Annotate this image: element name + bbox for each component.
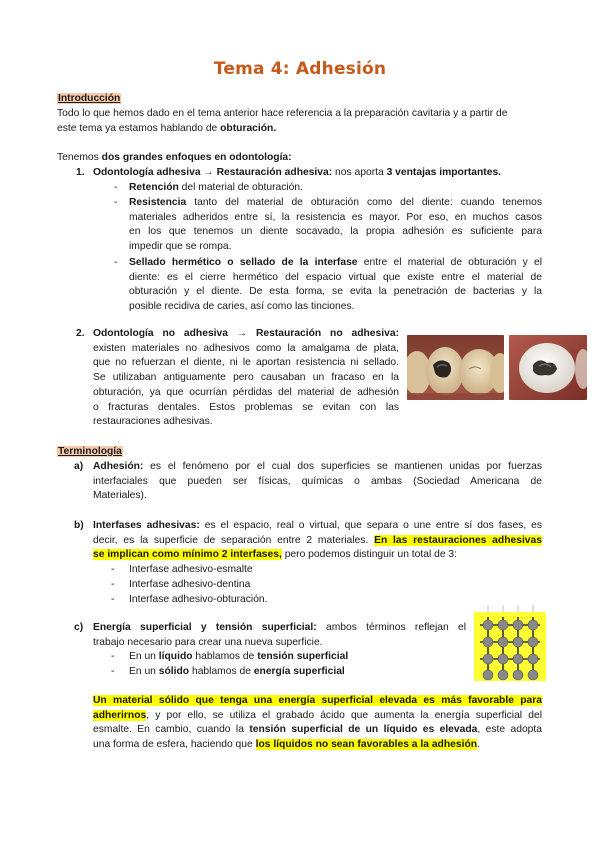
- closing-paragraph: Un material sólido que tenga una energía superficial elevada es más favorable para adherirnos, y por ello, se utiliza el grabado ácido que aumenta la energía superficial del esmalte. En cambio, cuando la tensión superficial de un líquido es elevada, este adopta una forma de esfera, haciendo que los líquidos no sean favorables a la adhesión.: [93, 695, 542, 751]
- teeth-amalgam-photo: [407, 335, 504, 400]
- dash-bullet: -: [111, 651, 115, 662]
- interfase-1: Interfase adhesivo-esmalte: [129, 564, 253, 575]
- tension-superficial-line: En un líquido hablamos de tensión superficial: [129, 651, 349, 662]
- item-2-text: Odontología no adhesiva → Restauración no adhesiva: existen materiales no adhesivos como la amalgama de plata, que no refuerzan el diente, ni le aportan resistencia ni sellado. Se utilizaban antiguamente pero causaban un fracaso en la obturación, ya que ocurrían pérdidas del material de adhesión o fracturas dentales. Estos problemas se evitan con las restauraciones adhesivas.: [93, 328, 399, 428]
- terminologia-heading: Terminología: [58, 446, 122, 457]
- item-1-sub-1: Retención del material de obturación.: [129, 182, 303, 193]
- dash-bullet: -: [114, 257, 118, 268]
- intro-line-1: Todo lo que hemos dado en el tema anterior hace referencia a la preparación cavitaria y a partir de: [57, 108, 508, 119]
- term-c-text: Energía superficial y tensión superficial: ambos términos reflejan el trabajo necesario para crear una nueva superficie.: [93, 622, 466, 648]
- dash-bullet: -: [111, 564, 115, 575]
- surface-energy-lattice-diagram: [474, 605, 546, 681]
- item-2-number: 2.: [76, 328, 85, 339]
- dash-bullet: -: [114, 182, 118, 193]
- term-c-label: c): [74, 622, 84, 633]
- term-b-label: b): [74, 520, 84, 531]
- dash-bullet: -: [114, 197, 118, 208]
- item-1-sub-2: Resistencia tanto del material de obturación como del diente: cuando tenemos materiales adheridos entre sí, la resistencia es mayor. Por eso, en muchos casos en los que tenemos un diente socavado, la propia adhesión es suficiente para impedir que se rompa.: [129, 197, 542, 253]
- dash-bullet: -: [111, 579, 115, 590]
- item-1-heading: Odontología adhesiva → Restauración adhesiva: nos aporta 3 ventajas importantes.: [93, 167, 502, 178]
- term-a-text: Adhesión: es el fenómeno por el cual dos superficies se mantienen unidas por fuerzas interfaciales que pueden ser físicas, químicas o ambas (Sociedad Americana de Materiales).: [93, 461, 542, 502]
- molar-amalgam-photo: [509, 335, 587, 400]
- dash-bullet: -: [111, 594, 115, 605]
- term-b-text: Interfases adhesivas: es el espacio, real o virtual, que separa o une entre sí dos fases, es decir, es la superficie de separación entre 2 materiales. En las restauraciones adhesivas se implican como mínimo 2 interfases, pero podemos distinguir un total de 3:: [93, 520, 542, 561]
- page-title: Tema 4: Adhesión: [213, 59, 387, 79]
- intro-heading: Introducción: [58, 93, 121, 104]
- interfase-3: Interfase adhesivo-obturación.: [129, 594, 268, 605]
- dash-bullet: -: [111, 666, 115, 677]
- item-1-number: 1.: [76, 167, 85, 178]
- term-a-label: a): [74, 461, 84, 472]
- item-1-sub-3: Sellado hermético o sellado de la interfase entre el material de obturación y el diente: es el cierre hermético del espacio virtual que existe entre el material de obturación y el diente. De esta forma, se evita la penetración de bacterias y la posible recidiva de caries, así como las tinciones.: [129, 257, 542, 313]
- energia-superficial-line: En un sólido hablamos de energía superficial: [129, 666, 345, 677]
- interfase-2: Interfase adhesivo-dentina: [129, 579, 251, 590]
- intro-line-2: este tema ya estamos hablando de obturación.: [57, 123, 277, 134]
- enfoques-line: Tenemos dos grandes enfoques en odontología:: [57, 152, 292, 163]
